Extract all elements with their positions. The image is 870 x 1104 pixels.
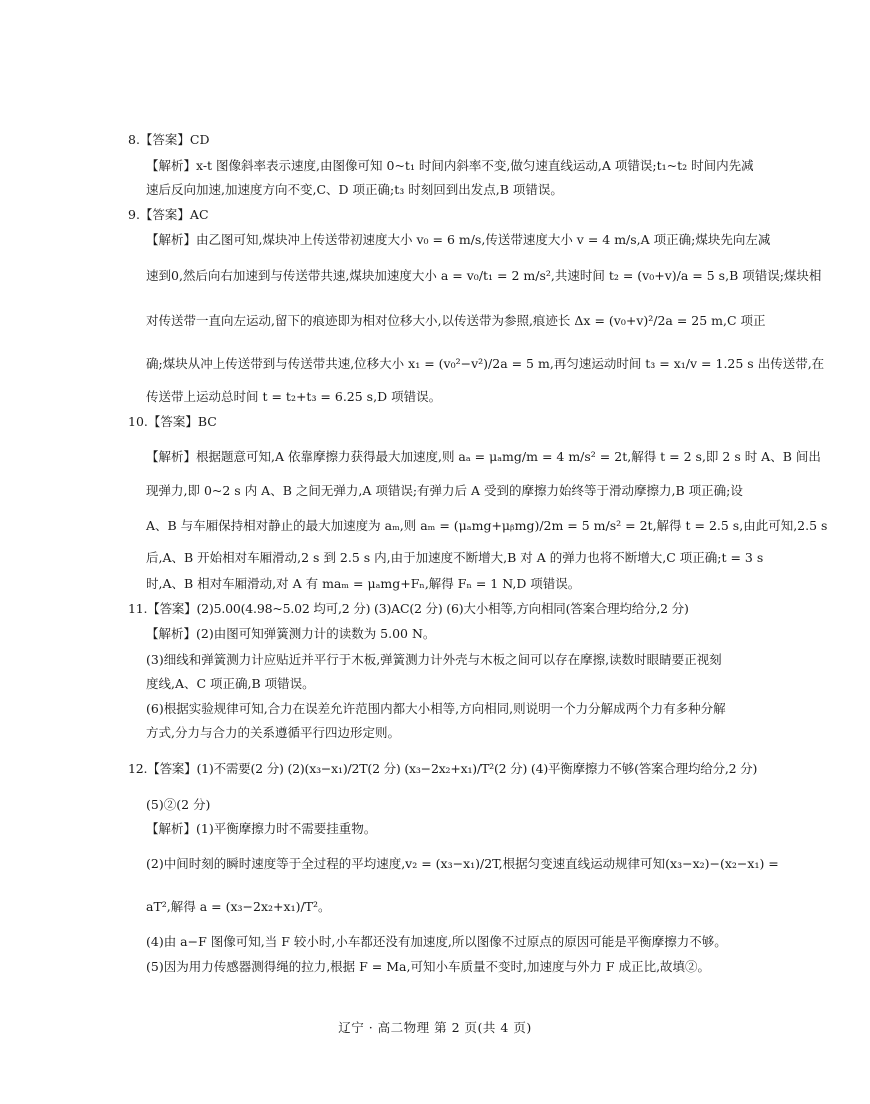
answer-8-heading: 8.【答案】CD <box>128 132 210 147</box>
answer-9-heading: 9.【答案】AC <box>128 207 209 222</box>
answer-10-heading: 10.【答案】BC <box>128 414 217 429</box>
answer-12-heading: 12.【答案】(1)不需要(2 分) (2)(x₃−x₁)/2T(2 分) (x₃−2x₂+x₁)/T²(2 分) (4)平衡摩擦力不够(答案合理均给分,2 分) <box>128 761 758 776</box>
answer-11-explanation-line: 方式,分力与合力的关系遵循平行四边形定则。 <box>146 725 400 740</box>
answer-11-explanation-line: 【解析】(2)由图可知弹簧测力计的读数为 5.00 N。 <box>146 626 436 641</box>
answer-12-explanation-line: aT²,解得 a = (x₃−2x₂+x₁)/T²。 <box>146 899 331 914</box>
answer-11-explanation-line: 度线,A、C 项正确,B 项错误。 <box>146 676 315 691</box>
answer-9-explanation-line: 确;煤块从冲上传送带到与传送带共速,位移大小 x₁ = (v₀²−v²)/2a = 5 m,再匀速运动时间 t₃ = x₁/v = 1.25 s 出传送带,在 <box>146 356 825 371</box>
answer-10-explanation-line: 现弹力,即 0~2 s 内 A、B 之间无弹力,A 项错误;有弹力后 A 受到的摩擦力始终等于滑动摩擦力,B 项正确;设 <box>146 483 743 498</box>
answer-12-heading-continued: (5)②(2 分) <box>146 797 211 812</box>
answer-12-explanation-line: (2)中间时刻的瞬时速度等于全过程的平均速度,v₂ = (x₃−x₁)/2T,根据匀变速直线运动规律可知(x₃−x₂)−(x₂−x₁) = <box>146 856 779 871</box>
answer-9-explanation-line: 速到0,然后向右加速到与传送带共速,煤块加速度大小 a = v₀/t₁ = 2 m/s²,共速时间 t₂ = (v₀+v)/a = 5 s,B 项错误;煤块相 <box>146 268 822 283</box>
answer-9-explanation-line: 【解析】由乙图可知,煤块冲上传送带初速度大小 v₀ = 6 m/s,传送带速度大小 v = 4 m/s,A 项正确;煤块先向左减 <box>146 232 771 247</box>
answer-9-explanation-line: 对传送带一直向左运动,留下的痕迹即为相对位移大小,以传送带为参照,痕迹长 Δx = (v₀+v)²/2a = 25 m,C 项正 <box>146 313 766 328</box>
answer-8-explanation-line: 速后反向加速,加速度方向不变,C、D 项正确;t₃ 时刻回到出发点,B 项错误。 <box>146 182 563 197</box>
answer-10-explanation-line: 时,A、B 相对车厢滑动,对 A 有 maₘ = μₐmg+Fₙ,解得 Fₙ = 1 N,D 项错误。 <box>146 576 581 591</box>
answer-11-explanation-line: (6)根据实验规律可知,合力在误差允许范围内都大小相等,方向相同,则说明一个力分解成两个力有多种分解 <box>146 701 726 716</box>
page-footer: 辽宁 · 高二物理 第 2 页(共 4 页) <box>338 1020 532 1035</box>
answer-12-explanation-line: 【解析】(1)平衡摩擦力时不需要挂重物。 <box>146 821 377 836</box>
answer-11-heading: 11.【答案】(2)5.00(4.98~5.02 均可,2 分) (3)AC(2 分) (6)大小相等,方向相同(答案合理均给分,2 分) <box>128 601 689 616</box>
answer-10-explanation-line: 后,A、B 开始相对车厢滑动,2 s 到 2.5 s 内,由于加速度不断增大,B 对 A 的弹力也将不断增大,C 项正确;t = 3 s <box>146 550 764 565</box>
answer-11-explanation-line: (3)细线和弹簧测力计应贴近并平行于木板,弹簧测力计外壳与木板之间可以存在摩擦,读数时眼睛要正视刻 <box>146 652 722 667</box>
answer-12-explanation-line: (5)因为用力传感器测得绳的拉力,根据 F = Ma,可知小车质量不变时,加速度与外力 F 成正比,故填②。 <box>146 959 711 974</box>
answer-8-explanation-line: 【解析】x-t 图像斜率表示速度,由图像可知 0~t₁ 时间内斜率不变,做匀速直线运动,A 项错误;t₁~t₂ 时间内先减 <box>146 158 754 173</box>
answer-10-explanation-line: 【解析】根据题意可知,A 依靠摩擦力获得最大加速度,则 aₐ = μₐmg/m = 4 m/s² = 2t,解得 t = 2 s,即 2 s 时 A、B 间出 <box>146 449 821 464</box>
answer-10-explanation-line: A、B 与车厢保持相对静止的最大加速度为 aₘ,则 aₘ = (μₐmg+μᵦmg)/2m = 5 m/s² = 2t,解得 t = 2.5 s,由此可知,2.5 s <box>146 518 828 533</box>
answer-9-explanation-line: 传送带上运动总时间 t = t₂+t₃ = 6.25 s,D 项错误。 <box>146 389 442 404</box>
answer-12-explanation-line: (4)由 a−F 图像可知,当 F 较小时,小车都还没有加速度,所以图像不过原点的原因可能是平衡摩擦力不够。 <box>146 934 727 949</box>
